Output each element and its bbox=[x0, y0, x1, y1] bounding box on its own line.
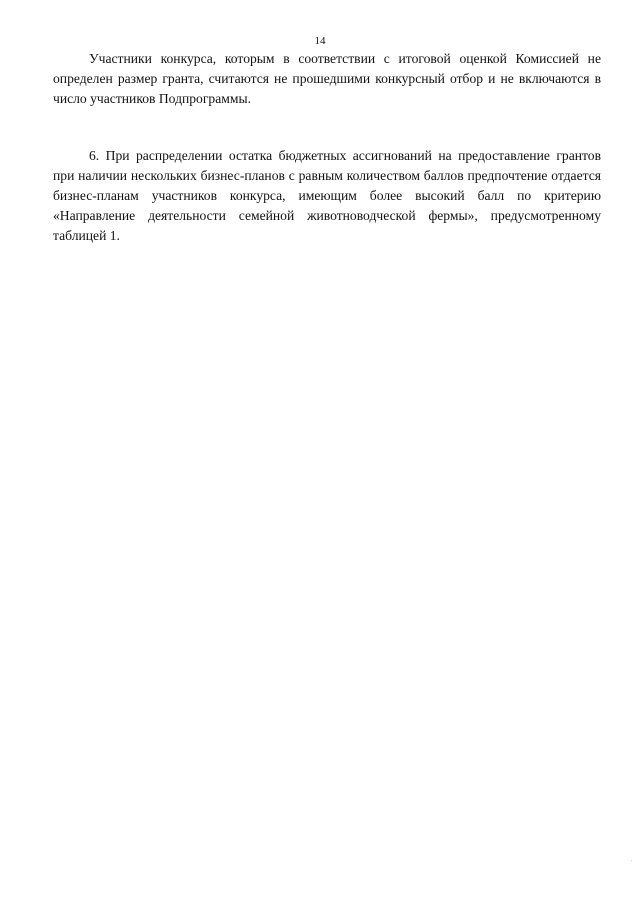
paragraph-participants-not-passed: Участники конкурса, которым в соответствии с итоговой оценкой Комиссией не определен размер гранта, считаются не прошедшими конкурсный отбор и не включаются в число участников Подпрограммы. bbox=[53, 51, 601, 106]
paragraph-6-distribution-priority: 6. При распределении остатка бюджетных ассигнований на предоставление грантов при наличии нескольких бизнес-планов с равным количеством баллов предпочтение отдается бизнес-планам участников конкурса, имеющим более высокий балл по критерию «Направление деятельности семейной животноводческой фермы», предусмотренному таблицей 1. bbox=[53, 148, 601, 243]
page-number: 14 bbox=[314, 35, 326, 47]
scan-speck bbox=[631, 860, 632, 861]
